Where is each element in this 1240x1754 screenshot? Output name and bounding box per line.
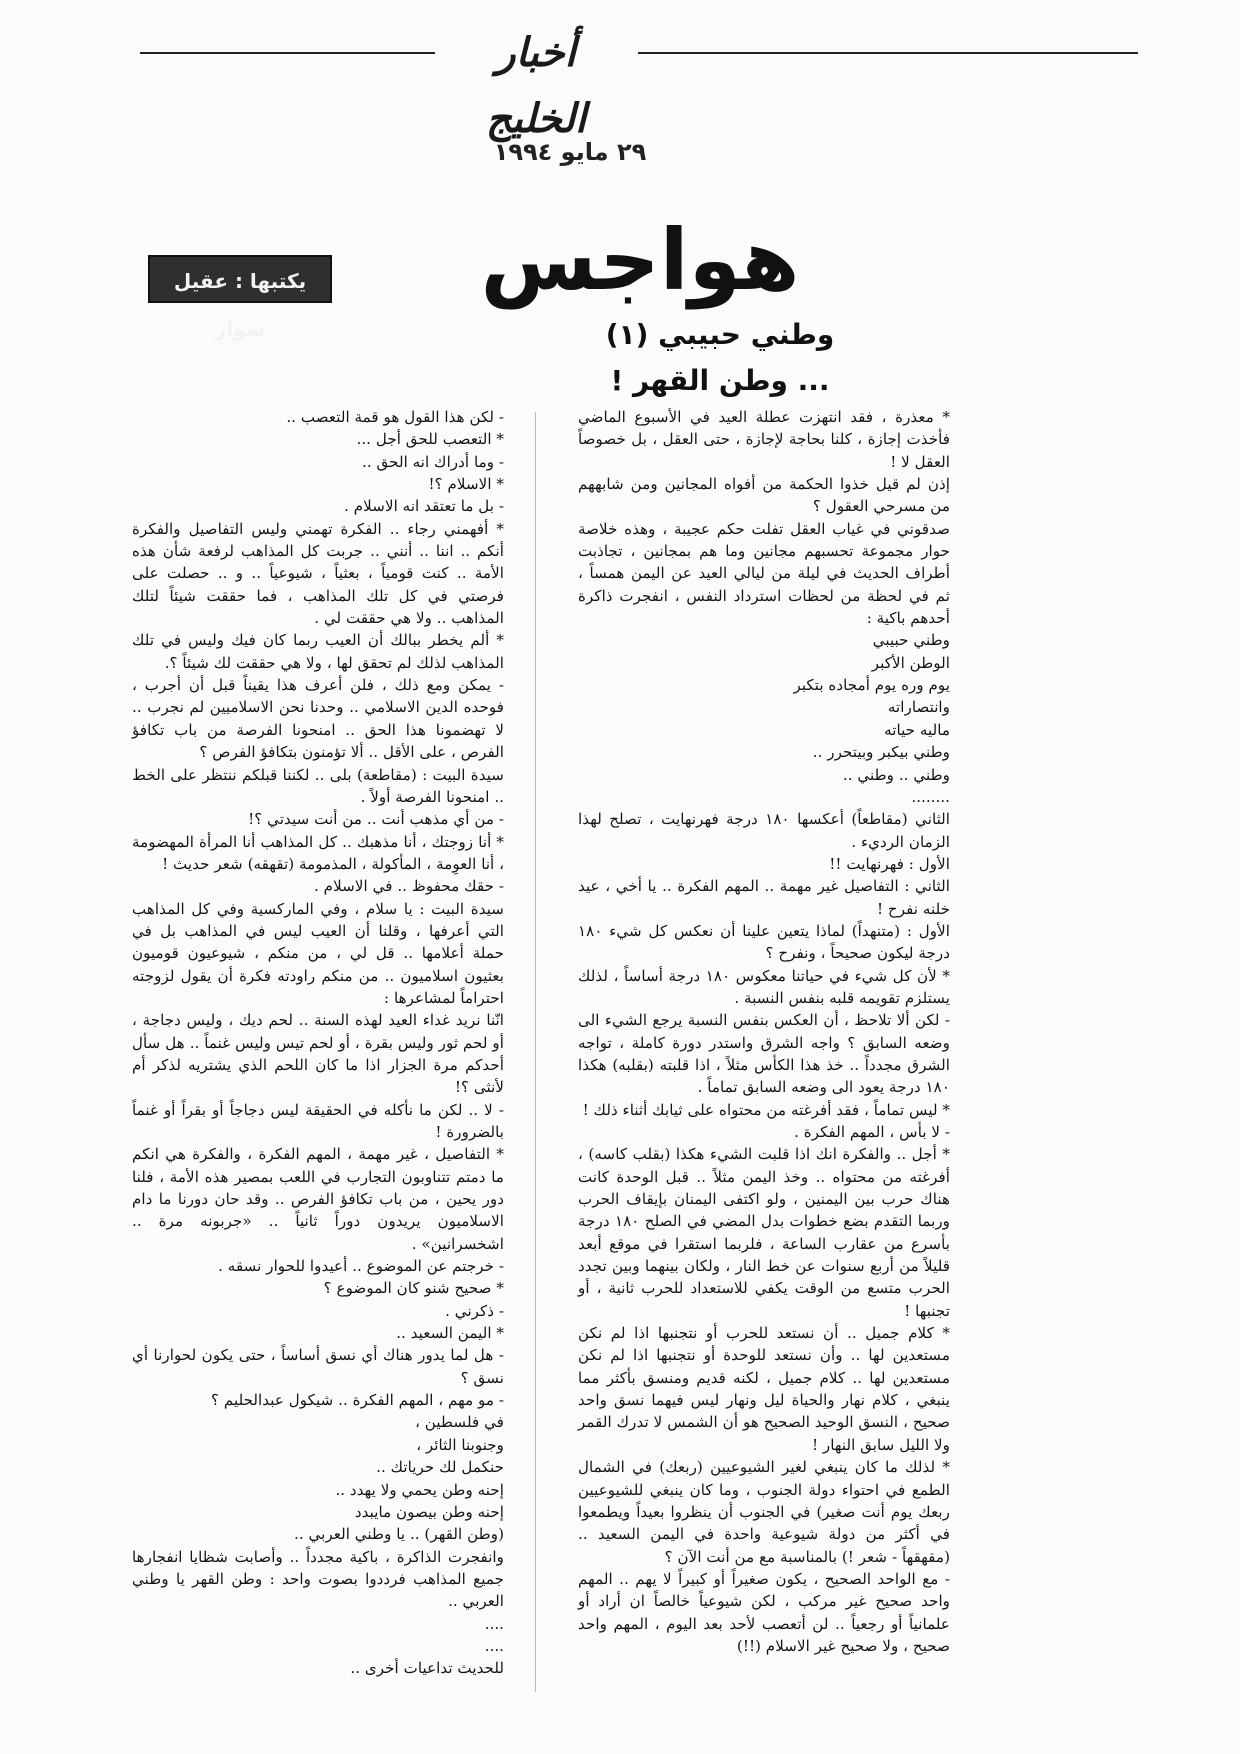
article-paragraph: الأول : (متنهداً) لماذا يتعين علينا أن نعكس كل شيء ١٨٠ درجة ليكون صحيحاً ، ونفرح ؟ [578,921,950,963]
article-paragraph: وانفجرت الذاكرة ، باكية مجدداً .. وأصابت شظايا انفجارها جميع المذاهب فرددوا بصوت واحد : وطن القهر يا وطني العربي .. [132,1547,504,1611]
article-paragraph: * ليس تماماً ، فقد أفرغته من محتواه على ثيابك أثناء ذلك ! [582,1100,950,1119]
headline-line-1: وطني حبيبي (١) [605,318,835,351]
article-paragraph: * لأن كل شيء في حياتنا معكوس ١٨٠ درجة أساساً ، لذلك يستلزم تقويمه قلبه بنفس النسبة . [578,966,950,1007]
masthead-logo: أخبار الخليج [485,30,587,142]
article-paragraph: صدقوني في غياب العقل تفلت حكم عجيبة ، وهذه خلاصة حوار مجموعة تحسبهم مجانين وما هم بمجانين ، تجاذبت أطراف الحديث في ليلة من ليالي العيد عن اليمن همساً ، ثم في لحظة من لحظات استرداد النفس ، انفجرت ذاكرة أحدهم باكية : [578,519,950,628]
article-paragraph: - لكن هذا القول هو قمة التعصب .. [286,408,504,426]
masthead-rule-left [140,52,435,54]
article-paragraph: إحنه وطن يحمي ولا يهدد .. [335,1480,504,1499]
article-paragraph: الوطن الأكبر [871,653,950,672]
article-paragraph: - من أي مذهب أنت .. من أنت سيدتي ؟! [248,810,504,829]
article-paragraph: .... [484,1614,504,1633]
article-paragraph: * أجل .. والفكرة انك اذا قلبت الشيء هكذا (بقلب كاسه) ، أفرغته من محتواه .. وخذ اليمن مثلاً .. قبل الوحدة كانت هناك حرب بين اليمنين ، ولو اكتفى اليمنان بإيقاف الحرب وربما التقدم بضع خطوات بدل المضي في الصلح ١٨٠ درجة بأسرع من عقارب الساعة ، فلربما استقرا في موقع أبعد قليلاً من أربع سنوات عن خط النار ، ولكان بينهما وبين تجدد الحرب متسع من الوقت يكفي للاستعداد للحرب ثانية ، أو تجنبها ! [578,1145,950,1320]
article-paragraph: ........ [911,787,950,806]
article-paragraph: حنكمل لك حرياتك .. [376,1458,504,1477]
article-paragraph: * معذرة ، فقد انتهزت عطلة العيد في الأسبوع الماضي فأخذت إجازة ، كلنا بحاجة لإجازة ، حتى العقل ، بل خصوصاً العقل لا ! [578,408,950,471]
article-paragraph: * صحيح شنو كان الموضوع ؟ [323,1279,504,1298]
article-paragraph: وطني .. وطني .. [842,765,950,784]
article-paragraph: انّنا نريد غداء العيد لهذه السنة .. لحم ديك ، وليس دجاجة ، أو لحم ثور وليس بقرة ، أو لحم تيس وليس غنماً .. هل سأل أحدكم مرة الجزار اذا ما كان اللحم الذي يشتريه لذكر أم لأنثى ؟! [132,1011,504,1097]
article-paragraph: - بل ما تعتقد انه الاسلام . [344,497,504,516]
article-paragraph: - مع الواحد الصحيح ، يكون صغيراً أو كبيراً لا يهم .. المهم واحد صحيح غير مركب ، لكن شيوعياً خالصاً ان أراد أو علمانياً أو رجعياً .. لن أتعصب لأحد بعد اليوم ، المهم واحد صحيح ، ولا صحيح غير الاسلام (!!) [578,1569,950,1655]
article-paragraph: إذن لم قيل خذوا الحكمة من أفواه المجانين ومن شابههم من مسرحي العقول ؟ [578,475,950,516]
column-divider [535,412,536,1692]
article-paragraph: - لا .. لكن ما نأكله في الحقيقة ليس دجاجاً أو بقراً أو غنماً بالضرورة ! [132,1100,504,1141]
article-paragraph: - مو مهم ، المهم الفكرة .. شيكول عبدالحليم ؟ [211,1391,504,1410]
article-paragraph: - خرجتم عن الموضوع .. أعيدوا للحوار نسقه . [218,1257,504,1276]
article-paragraph: - لكن ألا تلاحظ ، أن العكس بنفس النسبة يرجع الشيء الى وضعه السابق ؟ واجه الشرق واستدر دورة كاملة ، تواجه الشرق مجدداً .. خذ هذا الكأس مثلاً ، اذا قلبته (بقلبه) هكذا ١٨٠ درجة يعود الى وضعه السابق تماماً . [578,1011,950,1097]
article-paragraph: ماليه حياته [884,720,950,739]
article-paragraph: * أفهمني رجاء .. الفكرة تهمني وليس التفاصيل والفكرة أنكم .. اننا .. أنني .. جربت كل المذاهب لرفعة شأن هذه الأمة .. كنت قومياً ، بعثياً ، شيوعياً .. و .. حصلت على فرصتي في كل تلك المذاهب ، فما حققت شيئاً لتلك المذاهب .. ولا هي حققت لي . [132,519,504,628]
article-paragraph: في فلسطين ، [415,1413,504,1432]
article-paragraph: * أنا زوجتك ، أنا مذهبك .. كل المذاهب أنا المرأة المهضومة ، أنا العوِمة ، المأكولة ، المذمومة (تقهقه) شعر حديث ! [132,832,504,873]
article-column-right [578,406,950,1657]
article-column-left [132,406,504,1680]
headline-line-2: ... وطن القهر ! [610,364,830,397]
article-paragraph: * ألم يخطر ببالك أن العيب ربما كان فيك وليس في تلك المذاهب لذلك لم تحقق لها ، ولا هي حققت لك شيئاً ؟. [132,631,504,672]
article-paragraph: - وما أدراك انه الحق .. [362,452,504,471]
article-paragraph: - ذكرني . [445,1301,504,1320]
article-paragraph: - يمكن ومع ذلك ، فلن أعرف هذا يقيناً قبل أن أجرب ، فوحده الدين الاسلامي .. وحدنا نحن الاسلاميين لم نجرب .. لا تهضمونا هذا الحق .. امنحونا الفرصة من باب تكافؤ الفرص ، على الأقل .. ألا تؤمنون بتكافؤ الفرص ؟ [132,676,504,762]
article-paragraph: * كلام جميل .. أن نستعد للحرب أو نتجنبها اذا لم نكن مستعدين لها .. وأن نستعد للوحدة أو نتجنبها اذا لم نكن مستعدين لها .. كلام جميل ، لكنه قديم ومنسق بأكثر مما ينبغي ، كلام نهار والحياة ليل ونهار ليس فيهما نسق واحد صحيح ، النسق الوحيد الصحيح هو أن الشمس لا تدرك القمر ولا الليل سابق النهار ! [578,1324,950,1454]
article-paragraph: يوم وره يوم أمجاده بتكبر [793,676,950,695]
article-paragraph: إحنه وطن بيصون مايبدد [354,1502,504,1521]
article-paragraph: * لذلك ما كان ينبغي لغير الشيوعيين (ربعك) في الشمال الطمع في احتواء دولة الجنوب ، وما كان ينبغي للشيوعيين ربعك يوم أنت صغير) في الجنوب أن ينظروا بعيداً ويطمعوا في أكثر من دولة شيوعية واحدة في اليمن السعيد .. (مقهقهاً - شعر !) بالمناسبة مع من أنت الآن ؟ [578,1458,950,1566]
article-paragraph: * الاسلام ؟! [428,475,504,494]
article-paragraph: (وطن القهر) .. يا وطني العربي .. [294,1525,504,1544]
article-paragraph: سيدة البيت : يا سلام ، وفي الماركسية وفي كل المذاهب التي أعرفها ، وقلنا أن العيب ليس في المذاهب بل في حملة أعلامها .. قل لي ، من منكم ، شيوعيون قوميون بعثيون اسلاميون .. من منكم راودته فكرة أن يقول لزوجته احتراماً لمشاعرها : [132,899,504,1007]
article-paragraph: الأول : فهرنهايت !! [829,854,950,873]
article-paragraph: * اليمن السعيد .. [396,1324,504,1343]
article-paragraph: .... [484,1636,504,1655]
article-paragraph: - لا بأس ، المهم الفكرة . [794,1123,950,1141]
article-paragraph: وطني بيكبر وبيتحرر .. [812,743,950,762]
article-paragraph: * التفاصيل ، غير مهمة ، المهم الفكرة ، والفكرة هي انكم ما دمتم تتناوبون التجارب في اللعب بمصير هذه الأمة ، فلنا دور يحين ، من باب تكافؤ الفرص .. وقد حان دورنا ما دام الاسلاميون يريدون دوراً ثانياً .. «جربونه مرة .. اشخسرانين» . [132,1145,504,1253]
article-paragraph: للحديث تداعيات أخرى .. [350,1659,504,1678]
masthead-rule-right [638,52,1138,54]
article-paragraph: وجنوبنا الثائر ، [416,1435,504,1454]
article-paragraph: * التعصب للحق أجل ... [356,430,504,449]
column-title: هواجس [480,211,800,309]
article-paragraph: - حقك محفوظ .. في الاسلام . [314,877,504,896]
article-paragraph: الثاني (مقاطعاً) أعكسها ١٨٠ درجة فهرنهايت ، تصلح لهذا الزمان الرديء . [578,810,951,851]
article-paragraph: وانتصاراته [887,698,950,717]
article-paragraph: سيدة البيت : (مقاطعة) بلى .. لكننا قبلكم ننتظر على الخط .. امنحونا الفرصة أولاً . [132,765,504,806]
byline-box: يكتبها : عقيل سوار [148,255,332,303]
issue-date: ٢٩ مايو ١٩٩٤ [493,138,647,166]
article-paragraph: - هل لما يدور هناك أي نسق أساساً ، حتى يكون لحوارنا أي نسق ؟ [132,1346,504,1387]
article-paragraph: الثاني : التفاصيل غير مهمة .. المهم الفكرة .. يا أخي ، عيد خلنه نفرح ! [578,877,950,918]
article-paragraph: وطني حبيبي [872,631,950,650]
